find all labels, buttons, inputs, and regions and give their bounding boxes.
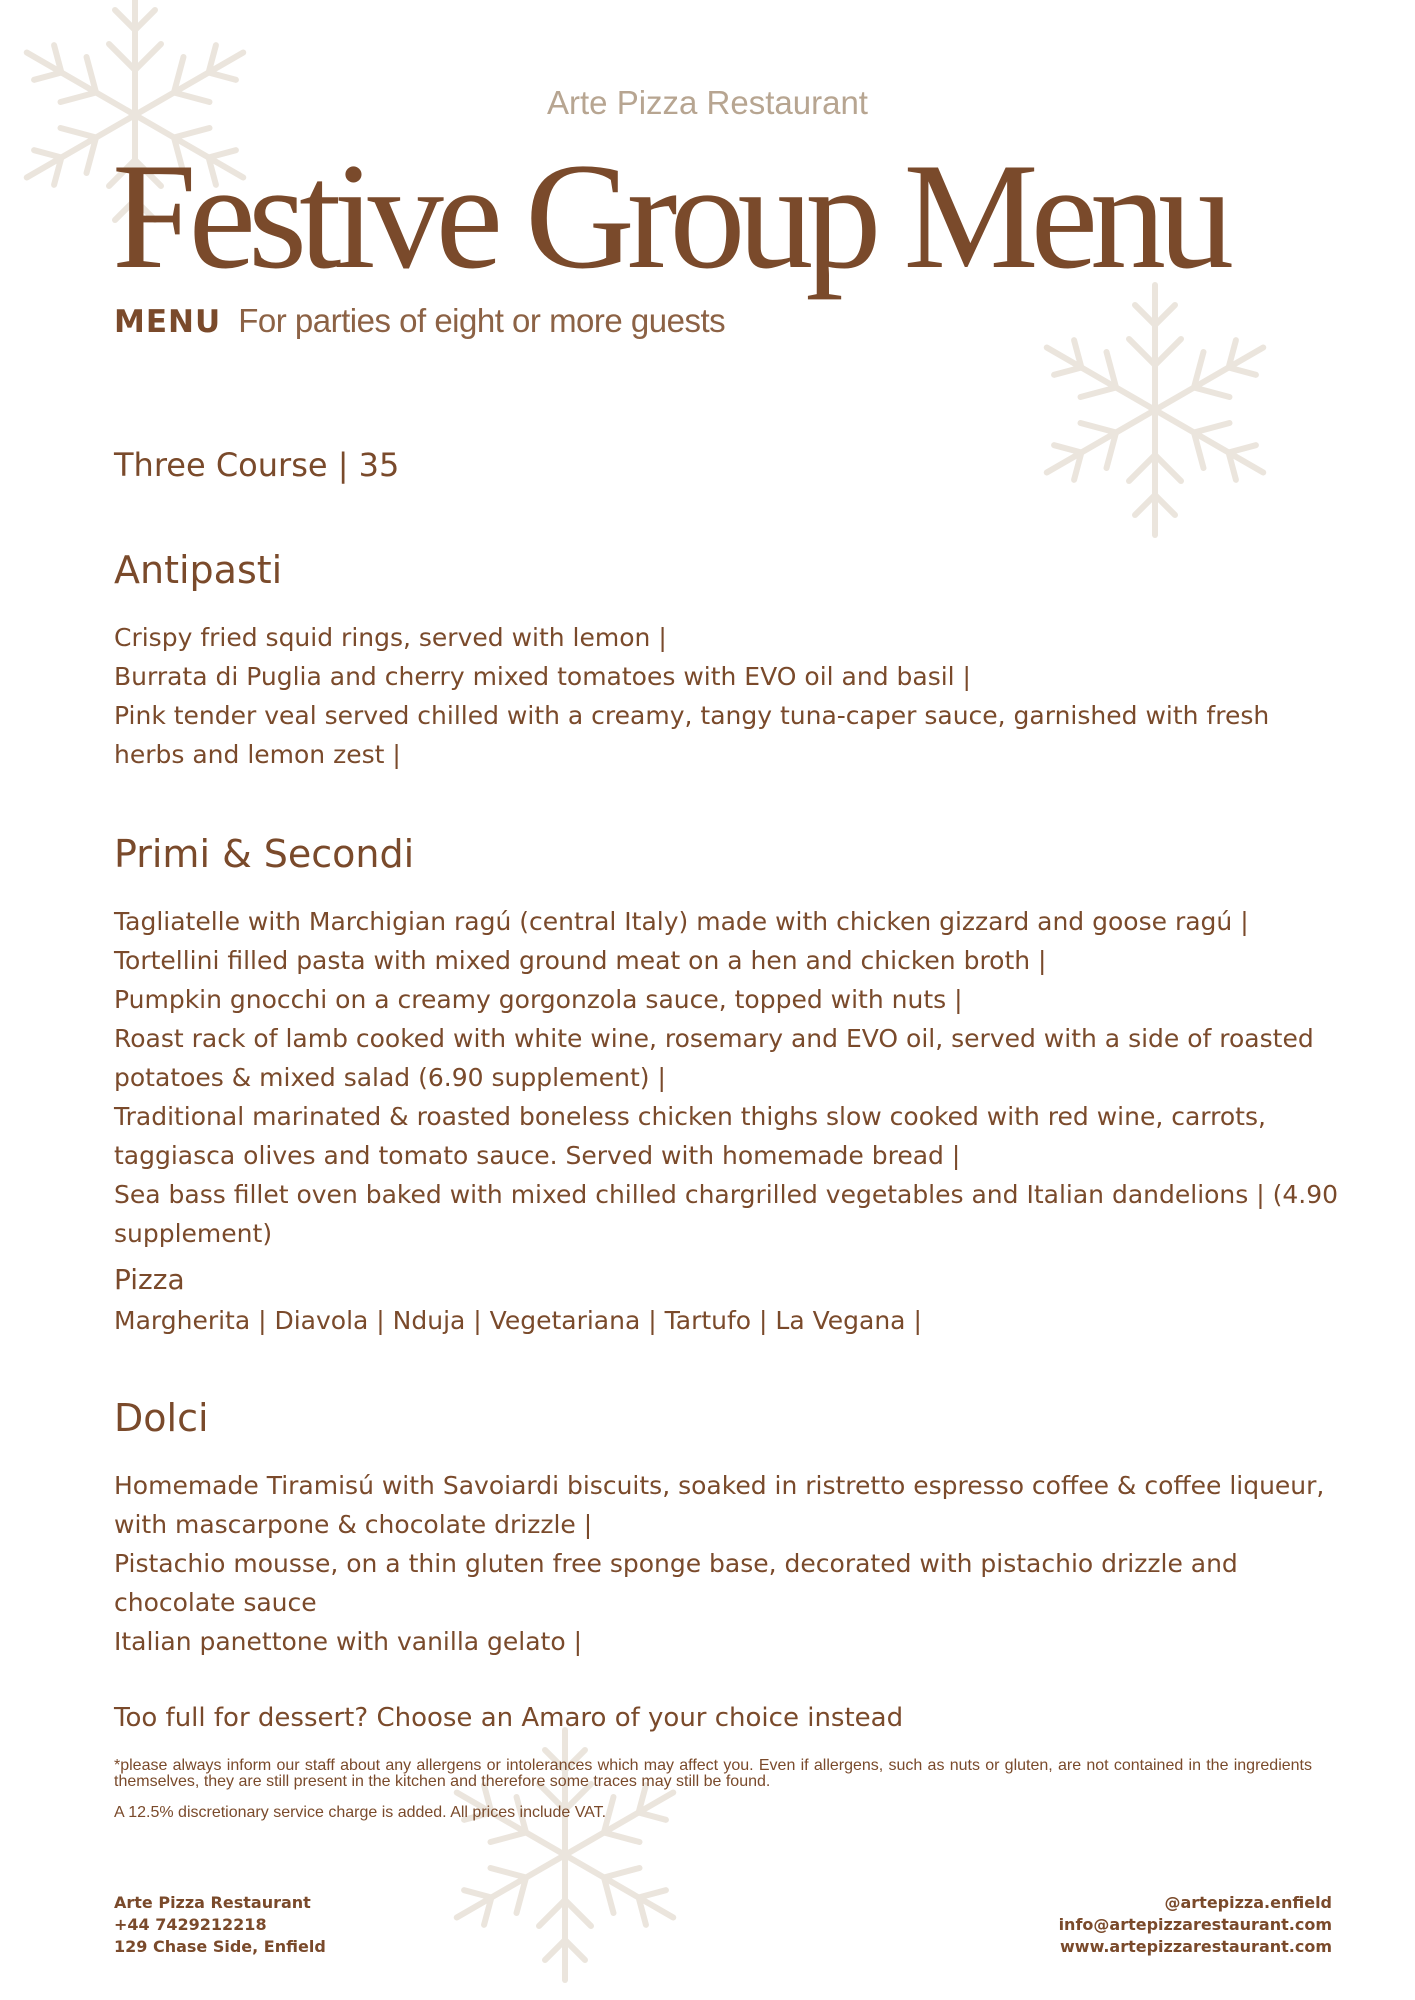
section-title: Pizza (114, 1263, 185, 1296)
snowflake-icon (1020, 275, 1290, 545)
menu-item: Homemade Tiramisú with Savoiardi biscuits, soaked in ristretto espresso coffee & coffee liqueur, with mascarpone & chocolate drizzle | (114, 1470, 1325, 1539)
service-note: A 12.5% discretionary service charge is added. All prices include VAT. (114, 1804, 607, 1821)
menu-item: Traditional marinated & roasted boneless chicken thighs slow cooked with red wine, carrots, taggiasca olives and tomato sauce. Served with homemade bread | (114, 1101, 1266, 1170)
menu-item: Pistachio mousse, on a thin gluten free sponge base, decorated with pistachio drizzle and chocolate sauce (114, 1548, 1238, 1617)
menu-item-list (114, 1301, 1344, 1340)
section-antipasti (114, 548, 1344, 774)
section-dolci (114, 1396, 1344, 1661)
menu-item-list (114, 1466, 1344, 1661)
menu-item: Margherita | Diavola | Nduja | Vegetariana | Tartufo | La Vegana | (114, 1305, 922, 1335)
footer-website[interactable]: www.artepizzarestaurant.com (1060, 1937, 1332, 1956)
price-line: Three Course | 35 (114, 446, 400, 484)
menu-item-list (114, 902, 1344, 1253)
section-pizza (114, 1263, 1344, 1340)
menu-item: Pumpkin gnocchi on a creamy gorgonzola sauce, topped with nuts | (114, 984, 963, 1014)
section-title: Dolci (114, 1396, 209, 1440)
menu-subtitle: For parties of eight or more guests (238, 302, 726, 339)
dessert-alternative: Too full for dessert? Choose an Amaro of your choice instead (114, 1703, 904, 1733)
footer-phone[interactable]: +44 7429212218 (114, 1915, 267, 1934)
menu-item: Crispy fried squid rings, served with lemon | (114, 622, 667, 652)
menu-item: Tagliatelle with Marchigian ragú (central Italy) made with chicken gizzard and goose ragú | (114, 906, 1249, 936)
menu-label: MENU (114, 304, 222, 340)
allergen-note: *please always inform our staff about any allergens or intolerances which may affect you. Even if allergens, such as nuts or gluten, are not contained in the ingredients themselves, they are still present in the kitchen and therefore some traces may still be found. (114, 1757, 1312, 1790)
menu-item: Roast rack of lamb cooked with white wine, rosemary and EVO oil, served with a side of roasted potatoes & mixed salad (6.90 supplement) | (114, 1023, 1314, 1092)
page-title: Festive Group Menu (112, 132, 1227, 300)
menu-item: Burrata di Puglia and cherry mixed tomatoes with EVO oil and basil | (114, 661, 971, 691)
footer-instagram[interactable]: @artepizza.enfield (1164, 1893, 1332, 1912)
section-title: Antipasti (114, 548, 283, 592)
section-title: Primi & Secondi (114, 832, 415, 876)
footer-address: 129 Chase Side, Enfield (114, 1937, 326, 1956)
footer-contact (114, 1892, 326, 1958)
menu-item: Pink tender veal served chilled with a creamy, tangy tuna-caper sauce, garnished with fresh herbs and lemon zest | (114, 700, 1270, 769)
subtitle-row (114, 302, 725, 340)
menu-item: Sea bass fillet oven baked with mixed chilled chargrilled vegetables and Italian dandelions | (4.90 supplement) (114, 1179, 1339, 1248)
menu-item: Tortellini filled pasta with mixed ground meat on a hen and chicken broth | (114, 945, 1047, 975)
footer-email[interactable]: info@artepizzarestaurant.com (1058, 1915, 1332, 1934)
menu-item-list (114, 618, 1344, 774)
restaurant-name: Arte Pizza Restaurant (547, 84, 868, 121)
menu-item: Italian panettone with vanilla gelato | (114, 1626, 583, 1656)
footer-online (1059, 1892, 1332, 1958)
section-primi-secondi (114, 832, 1344, 1253)
footer-restaurant-name: Arte Pizza Restaurant (114, 1893, 311, 1912)
